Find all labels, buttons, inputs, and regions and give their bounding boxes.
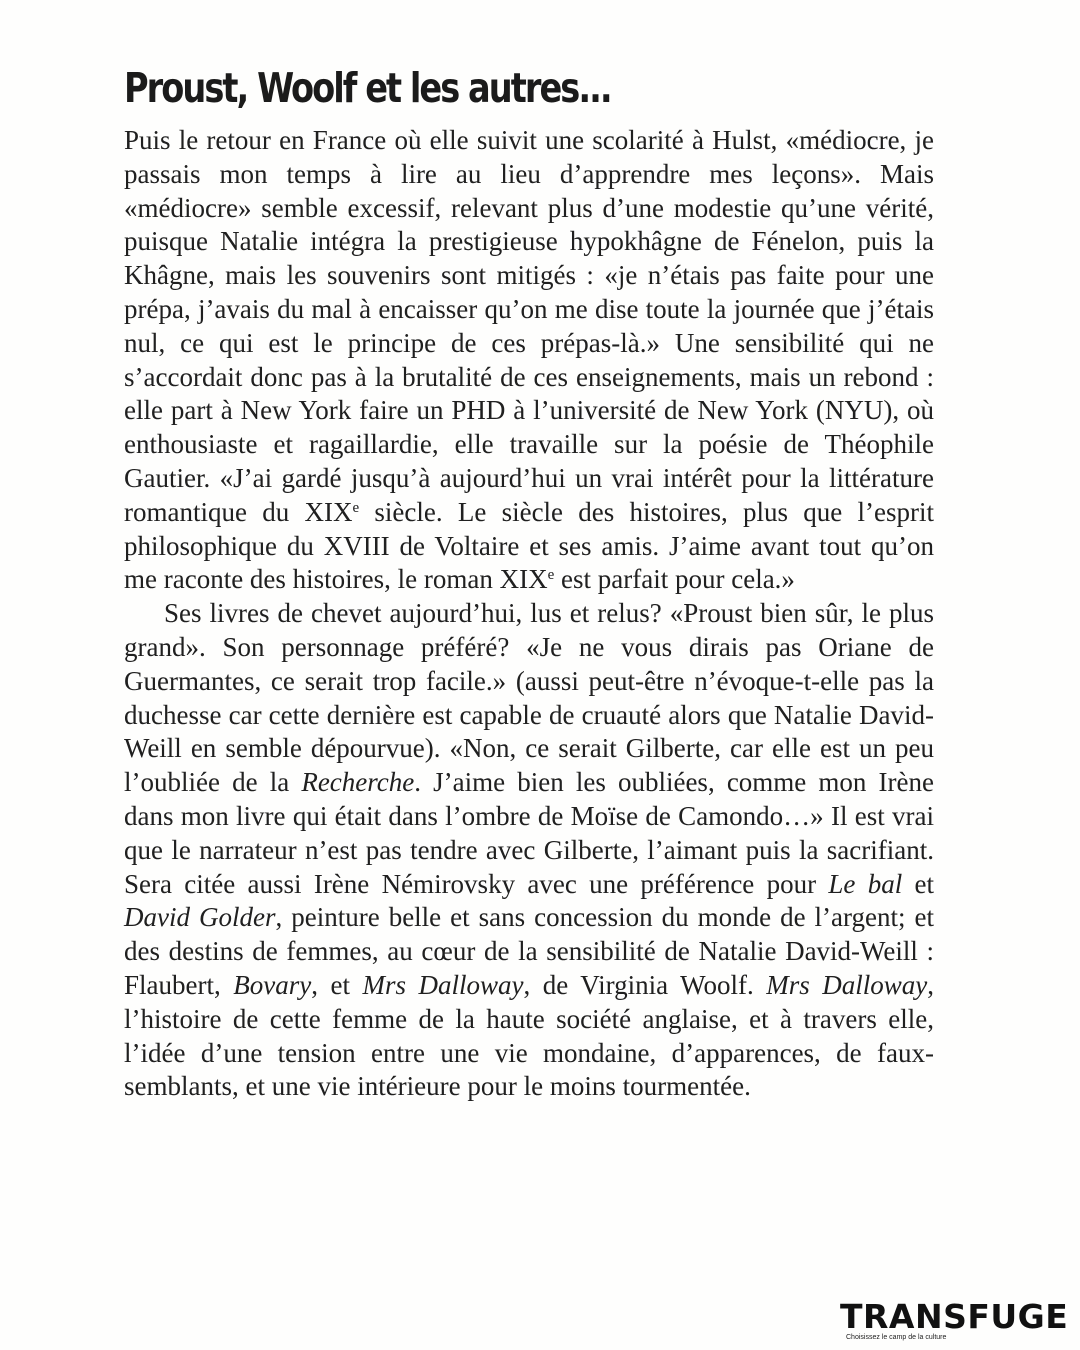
superscript-text: e <box>547 567 555 584</box>
text-run: Ses livres de chevet aujourd’hui, lus et relus? «Proust bien sûr, le plus grand». Son personnage préféré? «Je ne vous dirais pas Oriane de Guermantes, ce serait trop facile.» (aussi peut-être n’évoque-t-elle pas la duchesse car cette dernière est capable de cruauté alors que Natalie David-Weill en semble dépourvue). «Non, ce serait Gilberte, car elle est un peu l’oubliée de la <box>124 598 934 798</box>
text-run: Puis le retour en France où elle suivit une scolarité à Hulst, «médiocre, je passais mon temps à lire au lieu d’apprendre mes leçons». Mais «médiocre» semble excessif, relevant plus d’une modestie qu’une vérité, puisque Natalie intégra la prestigieuse hypokhâgne de Fénelon, puis la Khâgne, mais les souvenirs sont mitigés : «je n’étais pas faite pour une prépa, j’avais du mal à encaisser qu’on me dise toute la journée que j’étais nul, ce qui est le principe de ces prépas-là.» Une sensibilité qui ne s’accordait donc pas à la brutalité de ces enseignements, mais un rebond : elle part à New York faire un PHD à l’université de New York (NYU), où enthousiaste et ragaillardie, elle travaille sur la poésie de Théophile Gautier. «J’ai gardé jusqu’à aujourd’hui un vrai intérêt pour la littérature romantique du XIX <box>124 125 934 527</box>
italic-title: Mrs Dalloway <box>766 969 928 1000</box>
italic-title: Mrs Dalloway <box>362 969 524 1000</box>
article-paragraph <box>124 124 934 597</box>
text-run: et <box>902 868 934 899</box>
text-run: siècle. Le siècle des histoires, plus que l’esprit philosophique du XVIII de Voltaire et ses amis. J’aime avant tout qu’on me raconte des histoires, le roman XIX <box>124 496 935 595</box>
article <box>124 58 934 1104</box>
text-run: , l’histoire de cette femme de la haute société anglaise, et à travers elle, l’idée d’une tension entre une vie mondaine, d’apparences, de faux-semblants, et une vie intérieure pour le moins tourmentée. <box>124 969 934 1102</box>
brand-tagline: Choisissez le camp de la culture <box>846 1334 947 1341</box>
text-run: , peinture belle et sans concession du monde de l’argent; et des destins de femmes, au cœur de la sensibilité de Natalie David-Weill : Flaubert, <box>124 902 934 1000</box>
article-body <box>124 124 934 1104</box>
article-headline: Proust, Woolf et les autres... <box>124 64 611 112</box>
italic-title: Bovary <box>233 969 312 1000</box>
brand-name: TRANSFUGE <box>840 1297 1069 1336</box>
italic-title: Le bal <box>828 868 903 899</box>
brand-logo <box>840 1297 1070 1343</box>
italic-title: David Golder <box>124 902 276 933</box>
italic-title: Recherche <box>301 767 415 798</box>
text-run: est parfait pour cela.» <box>554 564 795 595</box>
superscript-text: e <box>352 499 360 516</box>
text-run: , de Virginia Woolf. <box>523 969 767 1000</box>
text-run: . J’aime bien les oubliées, comme mon Irène dans mon livre qui était dans l’ombre de Moïse de Camondo…» Il est vrai que le narrateur n’est pas tendre avec Gilberte, l’aimant puis la sacrifiant. Sera citée aussi Irène Némirovsky avec une préférence pour <box>124 767 934 899</box>
text-run: , et <box>311 969 363 1000</box>
article-paragraph <box>124 597 934 1104</box>
